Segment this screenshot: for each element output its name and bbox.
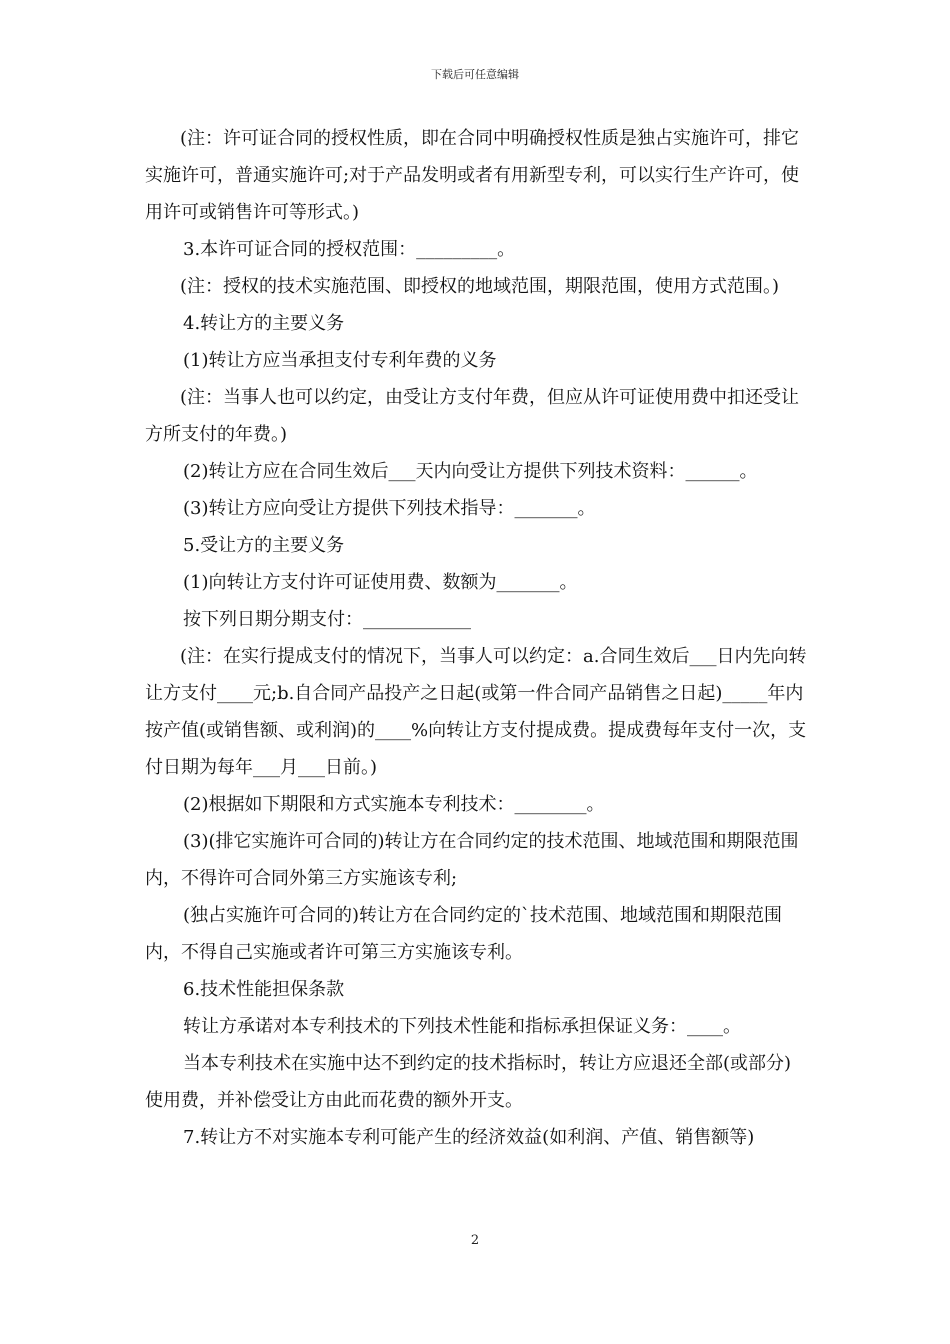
paragraph-clause-4-heading: 4.转让方的主要义务 (183, 313, 345, 334)
paragraph-clause-5-1: (1)向转让方支付许可证使用费、数额为_______。 (183, 572, 578, 593)
document-body (145, 120, 809, 1156)
paragraph-clause-5-2: (2)根据如下期限和方式实施本专利技术：________。 (183, 794, 605, 815)
paragraph-note-scope: (注：授权的技术实施范围、即授权的地域范围，期限范围，使用方式范围。) (180, 276, 780, 297)
paragraph-exclusive-license: (独占实施许可合同的)转让方在合同约定的`技术范围、地域范围和期限范围内，不得自己实施或者许可第三方实施该专利。 (145, 905, 783, 963)
paragraph-clause-4-2: (2)转让方应在合同生效后___天内向受让方提供下列技术资料：______。 (183, 461, 758, 482)
paragraph-clause-5-3: (3)(排它实施许可合同的)转让方在合同约定的技术范围、地域范围和期限范围内，不得许可合同外第三方实施该专利; (145, 831, 799, 889)
paragraph-performance-warranty: 转让方承诺对本专利技术的下列技术性能和指标承担保证义务：____。 (183, 1016, 741, 1037)
paragraph-clause-6-heading: 6.技术性能担保条款 (183, 979, 345, 1000)
paragraph-note-annual-fee: (注：当事人也可以约定，由受让方支付年费，但应从许可证使用费中扣还受让方所支付的年费。) (145, 387, 800, 445)
paragraph-clause-4-3: (3)转让方应向受让方提供下列技术指导：_______。 (183, 498, 596, 519)
paragraph-clause-5-heading: 5.受让方的主要义务 (183, 535, 345, 556)
paragraph-installments: 按下列日期分期支付：____________ (183, 609, 471, 630)
paragraph-clause-3: 3.本许可证合同的授权范围：_________。 (183, 239, 516, 260)
paragraph-clause-4-1: (1)转让方应当承担支付专利年费的义务 (183, 350, 497, 371)
paragraph-note-license-nature: (注：许可证合同的授权性质，即在合同中明确授权性质是独占实施许可，排它实施许可，普通实施许可;对于产品发明或者有用新型专利，可以实行生产许可，使用许可或销售许可等形式。) (145, 128, 800, 223)
paragraph-refund: 当本专利技术在实施中达不到约定的技术指标时，转让方应退还全部(或部分)使用费，并补偿受让方由此而花费的额外开支。 (145, 1053, 792, 1111)
paragraph-note-royalty: (注：在实行提成支付的情况下，当事人可以约定：a.合同生效后___日内先向转让方支付____元;b.自合同产品投产之日起(或第一件合同产品销售之日起)_____年内按产值(或销售额、或利润)的____%向转让方支付提成费。提成费每年支付一次，支付日期为每年___月___日前。) (145, 646, 807, 778)
page-number: 2 (470, 1233, 480, 1248)
page-header: 下载后可任意编辑 (431, 68, 519, 81)
paragraph-clause-7: 7.转让方不对实施本专利可能产生的经济效益(如利润、产值、销售额等) (183, 1127, 755, 1148)
